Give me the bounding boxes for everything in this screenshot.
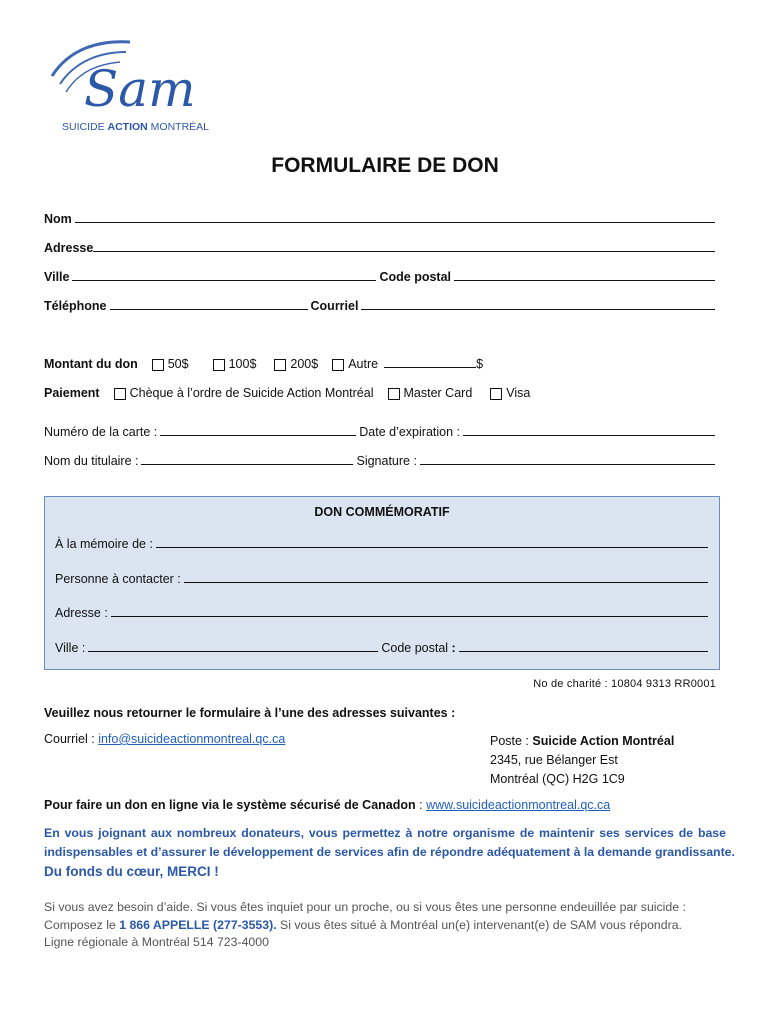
email-field[interactable]	[361, 308, 715, 310]
amount-other-field[interactable]	[384, 366, 476, 368]
name-row	[44, 208, 718, 226]
address-field[interactable]	[93, 250, 715, 252]
cardholder-label: Nom du titulaire :	[44, 454, 139, 468]
payment-visa-label: Visa	[506, 386, 531, 400]
message-line-2: indispensables et d’assurer le développement de services afin de répondre adéquatement à la demande grandissante.	[44, 845, 735, 859]
logo-swoosh-icon	[40, 34, 240, 144]
help-text: Si vous avez besoin d’aide. Si vous êtes inquiet pour un proche, ou si vous êtes une personne endeuillée par suicide : Composez le 1 866 APPELLE (277-3553). Si vous êtes situé à Montréal un(e) intervenant(e) de SAM vous répondra. Ligne régionale à Montréal 514 723-4000	[44, 899, 686, 952]
help-line-3: Ligne régionale à Montréal 514 723-4000	[44, 935, 269, 949]
memorial-address-label: Adresse :	[55, 606, 108, 620]
amount-100-label: 100$	[228, 357, 257, 371]
memorial-address-row	[55, 602, 711, 620]
payment-mastercard-checkbox[interactable]	[388, 388, 400, 400]
amount-200-label: 200$	[290, 357, 319, 371]
payment-visa-checkbox[interactable]	[490, 388, 502, 400]
phone-row	[44, 295, 718, 313]
cardholder-field[interactable]	[141, 463, 353, 465]
contact-field[interactable]	[184, 581, 708, 583]
card-number-label: Numéro de la carte :	[44, 425, 158, 439]
org-name: Suicide Action Montréal	[532, 734, 675, 748]
amount-200-checkbox[interactable]	[274, 359, 286, 371]
payment-mastercard-label: Master Card	[403, 386, 473, 400]
thanks-message: Du fonds du cœur, MERCI !	[44, 864, 219, 879]
city-field[interactable]	[72, 279, 376, 281]
card-row	[44, 421, 718, 439]
memorial-postal-field[interactable]	[459, 650, 708, 652]
email-label: Courriel	[310, 299, 359, 313]
svg-text:SUICIDE ACTION MONTRÉAL: SUICIDE ACTION MONTRÉAL	[62, 121, 210, 133]
memorial-city-field[interactable]	[88, 650, 378, 652]
postal-code-label: Code postal	[379, 270, 452, 284]
memorial-contact-row	[55, 568, 711, 586]
phone-label: Téléphone	[44, 299, 107, 313]
amount-currency: $	[476, 357, 484, 371]
address-row	[44, 237, 718, 255]
street-address: 2345, rue Bélanger Est	[490, 753, 618, 767]
address-label: Adresse	[44, 241, 94, 255]
help-line-1: Si vous avez besoin d’aide. Si vous êtes inquiet pour un proche, ou si vous êtes une personne endeuillée par suicide :	[44, 900, 686, 914]
amount-50-label: 50$	[167, 357, 189, 371]
memorial-address-field[interactable]	[111, 615, 708, 617]
payment-row	[44, 382, 530, 400]
city-row	[44, 266, 718, 284]
email-address-line	[44, 732, 285, 746]
memorial-memory-row	[55, 533, 711, 551]
city-label: Ville	[44, 270, 70, 284]
logo-mark: Sam	[84, 60, 196, 118]
signature-label: Signature :	[356, 454, 417, 468]
online-donation-text: Pour faire un don en ligne via le système sécurisé de Canadon	[44, 798, 416, 812]
memorial-postal-label: Code postal :	[381, 641, 456, 655]
memorial-section	[44, 496, 720, 670]
sam-logo	[40, 34, 240, 144]
name-field[interactable]	[75, 221, 715, 223]
expiration-field[interactable]	[463, 434, 715, 436]
contact-label: Personne à contacter :	[55, 572, 181, 586]
payment-label: Paiement	[44, 386, 100, 400]
return-instructions: Veuillez nous retourner le formulaire à l’une des adresses suivantes :	[44, 706, 456, 720]
memorial-title: DON COMMÉMORATIF	[314, 505, 450, 519]
form-title: FORMULAIRE DE DON	[271, 154, 499, 177]
amount-other-checkbox[interactable]	[332, 359, 344, 371]
memory-label: À la mémoire de :	[55, 537, 153, 551]
memorial-city-label: Ville :	[55, 641, 86, 655]
signature-field[interactable]	[420, 463, 715, 465]
website-link[interactable]: www.suicideactionmontreal.qc.ca	[426, 798, 611, 812]
message-line-1: En vous joignant aux nombreux donateurs, vous permettez à notre organisme de maintenir ses services de base	[44, 826, 726, 840]
amount-label: Montant du don	[44, 357, 138, 371]
memory-field[interactable]	[156, 546, 708, 548]
online-donation-line: Pour faire un don en ligne via le système sécurisé de Canadon : www.suicideactionmontreal.qc.ca	[44, 798, 611, 812]
help-phone: 1 866 APPELLE (277-3553).	[119, 917, 277, 932]
city-address: Montréal (QC) H2G 1C9	[490, 772, 625, 786]
holder-row	[44, 450, 718, 468]
amount-100-checkbox[interactable]	[213, 359, 225, 371]
postal-address: Poste : Suicide Action Montréal 2345, rue Bélanger Est Montréal (QC) H2G 1C9	[490, 732, 674, 789]
email-address-label: Courriel :	[44, 732, 99, 746]
memorial-city-row	[55, 637, 711, 655]
payment-cheque-checkbox[interactable]	[114, 388, 126, 400]
email-link[interactable]: info@suicideactionmontreal.qc.ca	[98, 732, 286, 746]
card-number-field[interactable]	[160, 434, 356, 436]
expiration-label: Date d’expiration :	[359, 425, 461, 439]
postal-code-field[interactable]	[454, 279, 715, 281]
amount-other-label: Autre	[348, 357, 379, 371]
phone-field[interactable]	[110, 308, 308, 310]
charity-number: No de charité : 10804 9313 RR0001	[533, 678, 716, 690]
payment-cheque-label: Chèque à l’ordre de Suicide Action Montréal	[129, 386, 374, 400]
name-label: Nom	[44, 212, 72, 226]
amount-row	[44, 353, 483, 371]
amount-50-checkbox[interactable]	[152, 359, 164, 371]
